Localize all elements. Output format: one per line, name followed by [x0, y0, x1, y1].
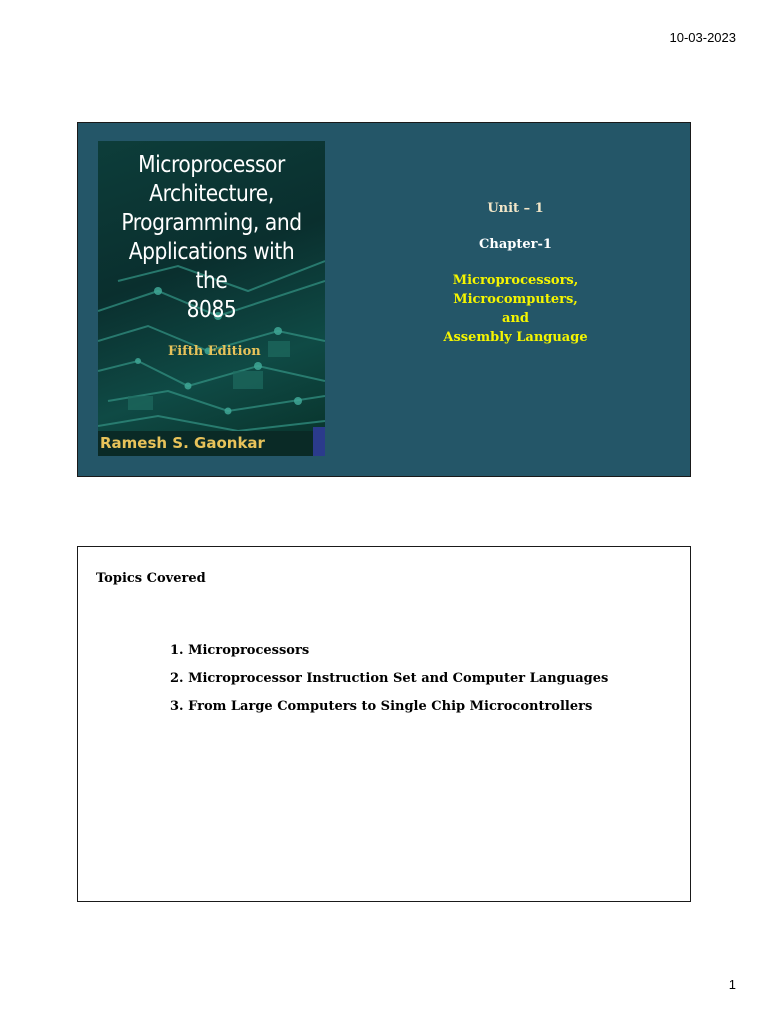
topic-item: 3. From Large Computers to Single Chip Microcontrollers [170, 699, 593, 714]
chapter-label: Chapter-1 [479, 237, 552, 252]
subject-line: Microcomputers, [453, 292, 578, 307]
title-slide [77, 122, 691, 477]
slide-date: 10-03-2023 [669, 30, 736, 45]
book-title: Microprocessor Architecture, Programming, and Applications with the 8085 [121, 152, 302, 323]
subject-line: Microprocessors, [452, 273, 579, 288]
subject-line: Assembly Language [443, 330, 588, 345]
topics-slide [77, 546, 691, 902]
unit-label: Unit – 1 [487, 201, 544, 216]
title-slide-text [398, 199, 633, 347]
book-edition: Fifth Edition [168, 344, 261, 359]
topic-item: 1. Microprocessors [170, 643, 310, 658]
topics-list [170, 643, 608, 727]
chapter-subjects [398, 271, 633, 347]
page-number: 1 [728, 977, 736, 992]
book-cover-image [98, 141, 325, 456]
book-author: Ramesh S. Gaonkar [100, 434, 265, 452]
topic-item: 2. Microprocessor Instruction Set and Computer Languages [170, 671, 609, 686]
cd-sticker [313, 427, 325, 456]
topics-heading: Topics Covered [96, 571, 206, 586]
subject-line: and [502, 311, 529, 326]
